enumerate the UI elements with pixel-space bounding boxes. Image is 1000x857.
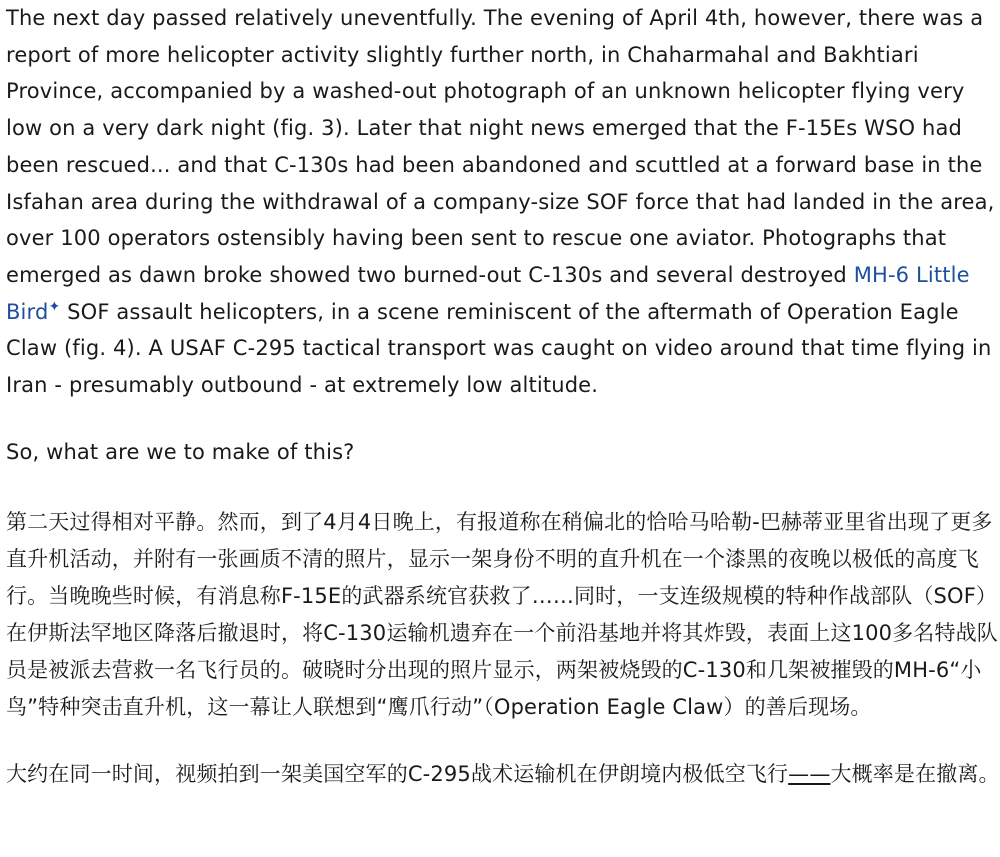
english-paragraph-text-2: SOF assault helicopters, in a scene reminiscent of the aftermath of Operation Eagle Claw (fig. 4). A USAF C-295 tactical transport was caught on video around that time flying in Iran - presumably outbound - at extremely low altitude. [6, 299, 992, 398]
chinese-paragraph-2 [6, 756, 1000, 793]
chinese-paragraph: 第二天过得相对平静。然而，到了4月4日晚上，有报道称在稍偏北的恰哈马哈勒-巴赫蒂亚里省出现了更多直升机活动，并附有一张画质不清的照片，显示一架身份不明的直升机在一个漆黑的夜晚以极低的高度飞行。当晚晚些时候，有消息称F-15E的武器系统官获救了……同时，一支连级规模的特种作战部队（SOF）在伊斯法罕地区降落后撤退时，将C-130运输机遗弃在一个前沿基地并将其炸毁，表面上这100多名特战队员是被派去营救一名飞行员的。破晓时分出现的照片显示，两架被烧毁的C-130和几架被摧毁的MH-6“小鸟”特种突击直升机，这一幕让人联想到“鹰爪行动”（Operation Eagle Claw）的善后现场。 [6, 510, 998, 719]
dash-mark: —— [788, 761, 831, 786]
article-body [6, 0, 1000, 793]
english-paragraph [6, 0, 1000, 404]
sparkle-icon[interactable]: ✦ [48, 298, 61, 315]
english-paragraph-text-1: The next day passed relatively uneventfully. The evening of April 4th, however, there was a report of more helicopter activity slightly further north, in Chaharmahal and Bakhtiari Province, accompanied by a washed-out photograph of an unknown helicopter flying very low on a very dark night (fig. 3). Later that night news emerged that the F-15Es WSO had been rescued... and that C-130s had been abandoned and scuttled at a forward base in the Isfahan area during the withdrawal of a company-size SOF force that had landed in the area, over 100 operators ostensibly having been sent to rescue one aviator. Photographs that emerged as dawn broke showed two burned-out C-130s and several destroyed [6, 6, 995, 287]
mh6-little-bird-link[interactable]: MH-6 Little Bird [6, 262, 970, 324]
question-paragraph: So, what are we to make of this? [6, 439, 355, 464]
chinese-paragraph-2-text-2: 大概率是在撤离。 [830, 761, 1000, 786]
chinese-paragraph-2-text-1: 大约在同一时间，视频拍到一架美国空军的C-295战术运输机在伊朗境内极低空飞行 [6, 761, 789, 786]
